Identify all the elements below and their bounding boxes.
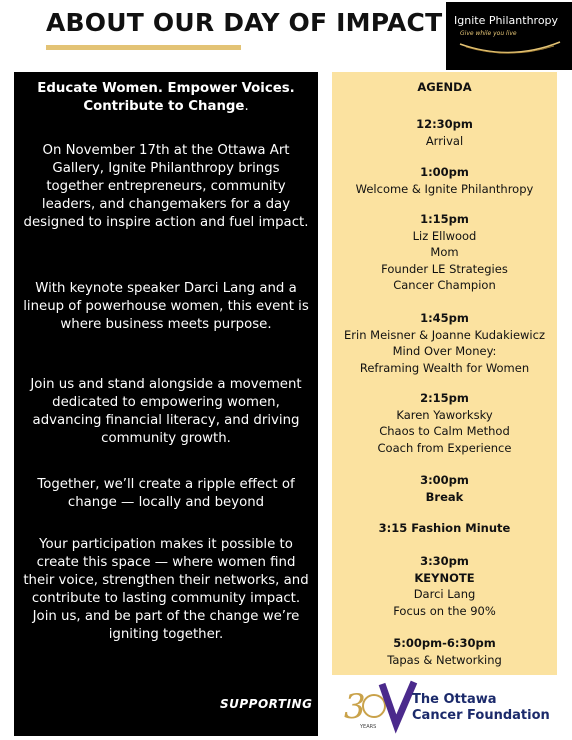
supporting-label: SUPPORTING [220, 697, 313, 711]
page-title: ABOUT OUR DAY OF IMPACT [46, 8, 443, 37]
agenda-item [332, 116, 557, 149]
agenda-time: 1:00pm [420, 165, 469, 179]
agenda-item [332, 472, 557, 505]
paragraph-event: On November 17th at the Ottawa Art Gallery, Ignite Philanthropy brings together entrepreneurs, community leaders, and changemakers for a day designed to inspire action and fuel impact. [23, 143, 309, 230]
agenda-line: Tapas & Networking [387, 652, 502, 667]
agenda-panel [332, 72, 557, 675]
agenda-line: KEYNOTE [414, 570, 475, 585]
lead-statement [22, 80, 310, 116]
agenda-line: Darci Lang [413, 587, 476, 601]
agenda-item [332, 553, 557, 619]
agenda-line: Chaos to Calm Method [379, 424, 510, 438]
agenda-line: Cancer Champion [393, 278, 496, 292]
agenda-line: Reframing Wealth for Women [359, 360, 530, 375]
about-panel [14, 72, 318, 736]
agenda-line: Arrival [425, 133, 464, 148]
agenda-item [332, 520, 557, 537]
agenda-line: Break [425, 489, 464, 504]
agenda-line: Erin Meisner & Joanne Kudakiewicz [344, 327, 545, 342]
paragraph-participation: Your participation makes it possible to create this space — where women find their voice, strengthen their networks, and contribute to lasting community impact. Join us, and be part of the change we’re igniting together. [23, 537, 309, 642]
agenda-line: Karen Yaworksky [396, 407, 493, 422]
lead-end: . [244, 99, 249, 114]
logo-tagline: Give while you live [460, 30, 517, 37]
agenda-item [332, 211, 557, 294]
agenda-item [332, 390, 557, 456]
agenda-line: Mom [430, 245, 459, 259]
agenda-time: 1:45pm [420, 311, 469, 325]
svg-text:3: 3 [344, 687, 366, 727]
logo-name: Ignite Philanthropy [454, 14, 559, 27]
agenda-time: 2:15pm [420, 391, 469, 405]
agenda-line: Mind Over Money: [392, 344, 497, 358]
agenda-line: Liz Ellwood [412, 228, 477, 243]
agenda-time: 3:00pm [420, 473, 469, 487]
paragraph-keynote: With keynote speaker Darci Lang and a lineup of powerhouse women, this event is where business meets purpose. [23, 281, 309, 332]
agenda-item [332, 164, 557, 197]
agenda-item [332, 635, 557, 668]
agenda-line: Coach from Experience [377, 440, 512, 455]
agenda-item [332, 310, 557, 376]
paragraph-join: Join us and stand alongside a movement dedicated to empowering women, advancing financial literacy, and driving community growth. [30, 377, 302, 446]
title-underline [46, 45, 241, 50]
agenda-heading: AGENDA [417, 80, 472, 94]
paragraph-ripple: Together, we’ll create a ripple effect of change — locally and beyond [37, 477, 295, 510]
agenda-time: 3:30pm [420, 554, 469, 568]
agenda-line: Focus on the 90% [393, 603, 496, 618]
lead-bold: Educate Women. Empower Voices. Contribute to Change [37, 81, 295, 114]
ocf-name-line2: Cancer Foundation [412, 708, 550, 723]
ocf-name-line1: The Ottawa [412, 692, 497, 707]
ocf-name [412, 692, 550, 724]
swoosh-icon [456, 38, 564, 60]
ocf-years-label: YEARS [360, 724, 377, 730]
agenda-time: 1:15pm [420, 212, 469, 226]
agenda-time: 12:30pm [416, 117, 473, 131]
agenda-time: 5:00pm-6:30pm [393, 636, 496, 650]
agenda-line: Welcome & Ignite Philanthropy [355, 181, 534, 196]
ignite-philanthropy-logo [446, 2, 572, 70]
agenda-time: 3:15 Fashion Minute [378, 521, 511, 535]
agenda-line: Founder LE Strategies [381, 261, 508, 276]
